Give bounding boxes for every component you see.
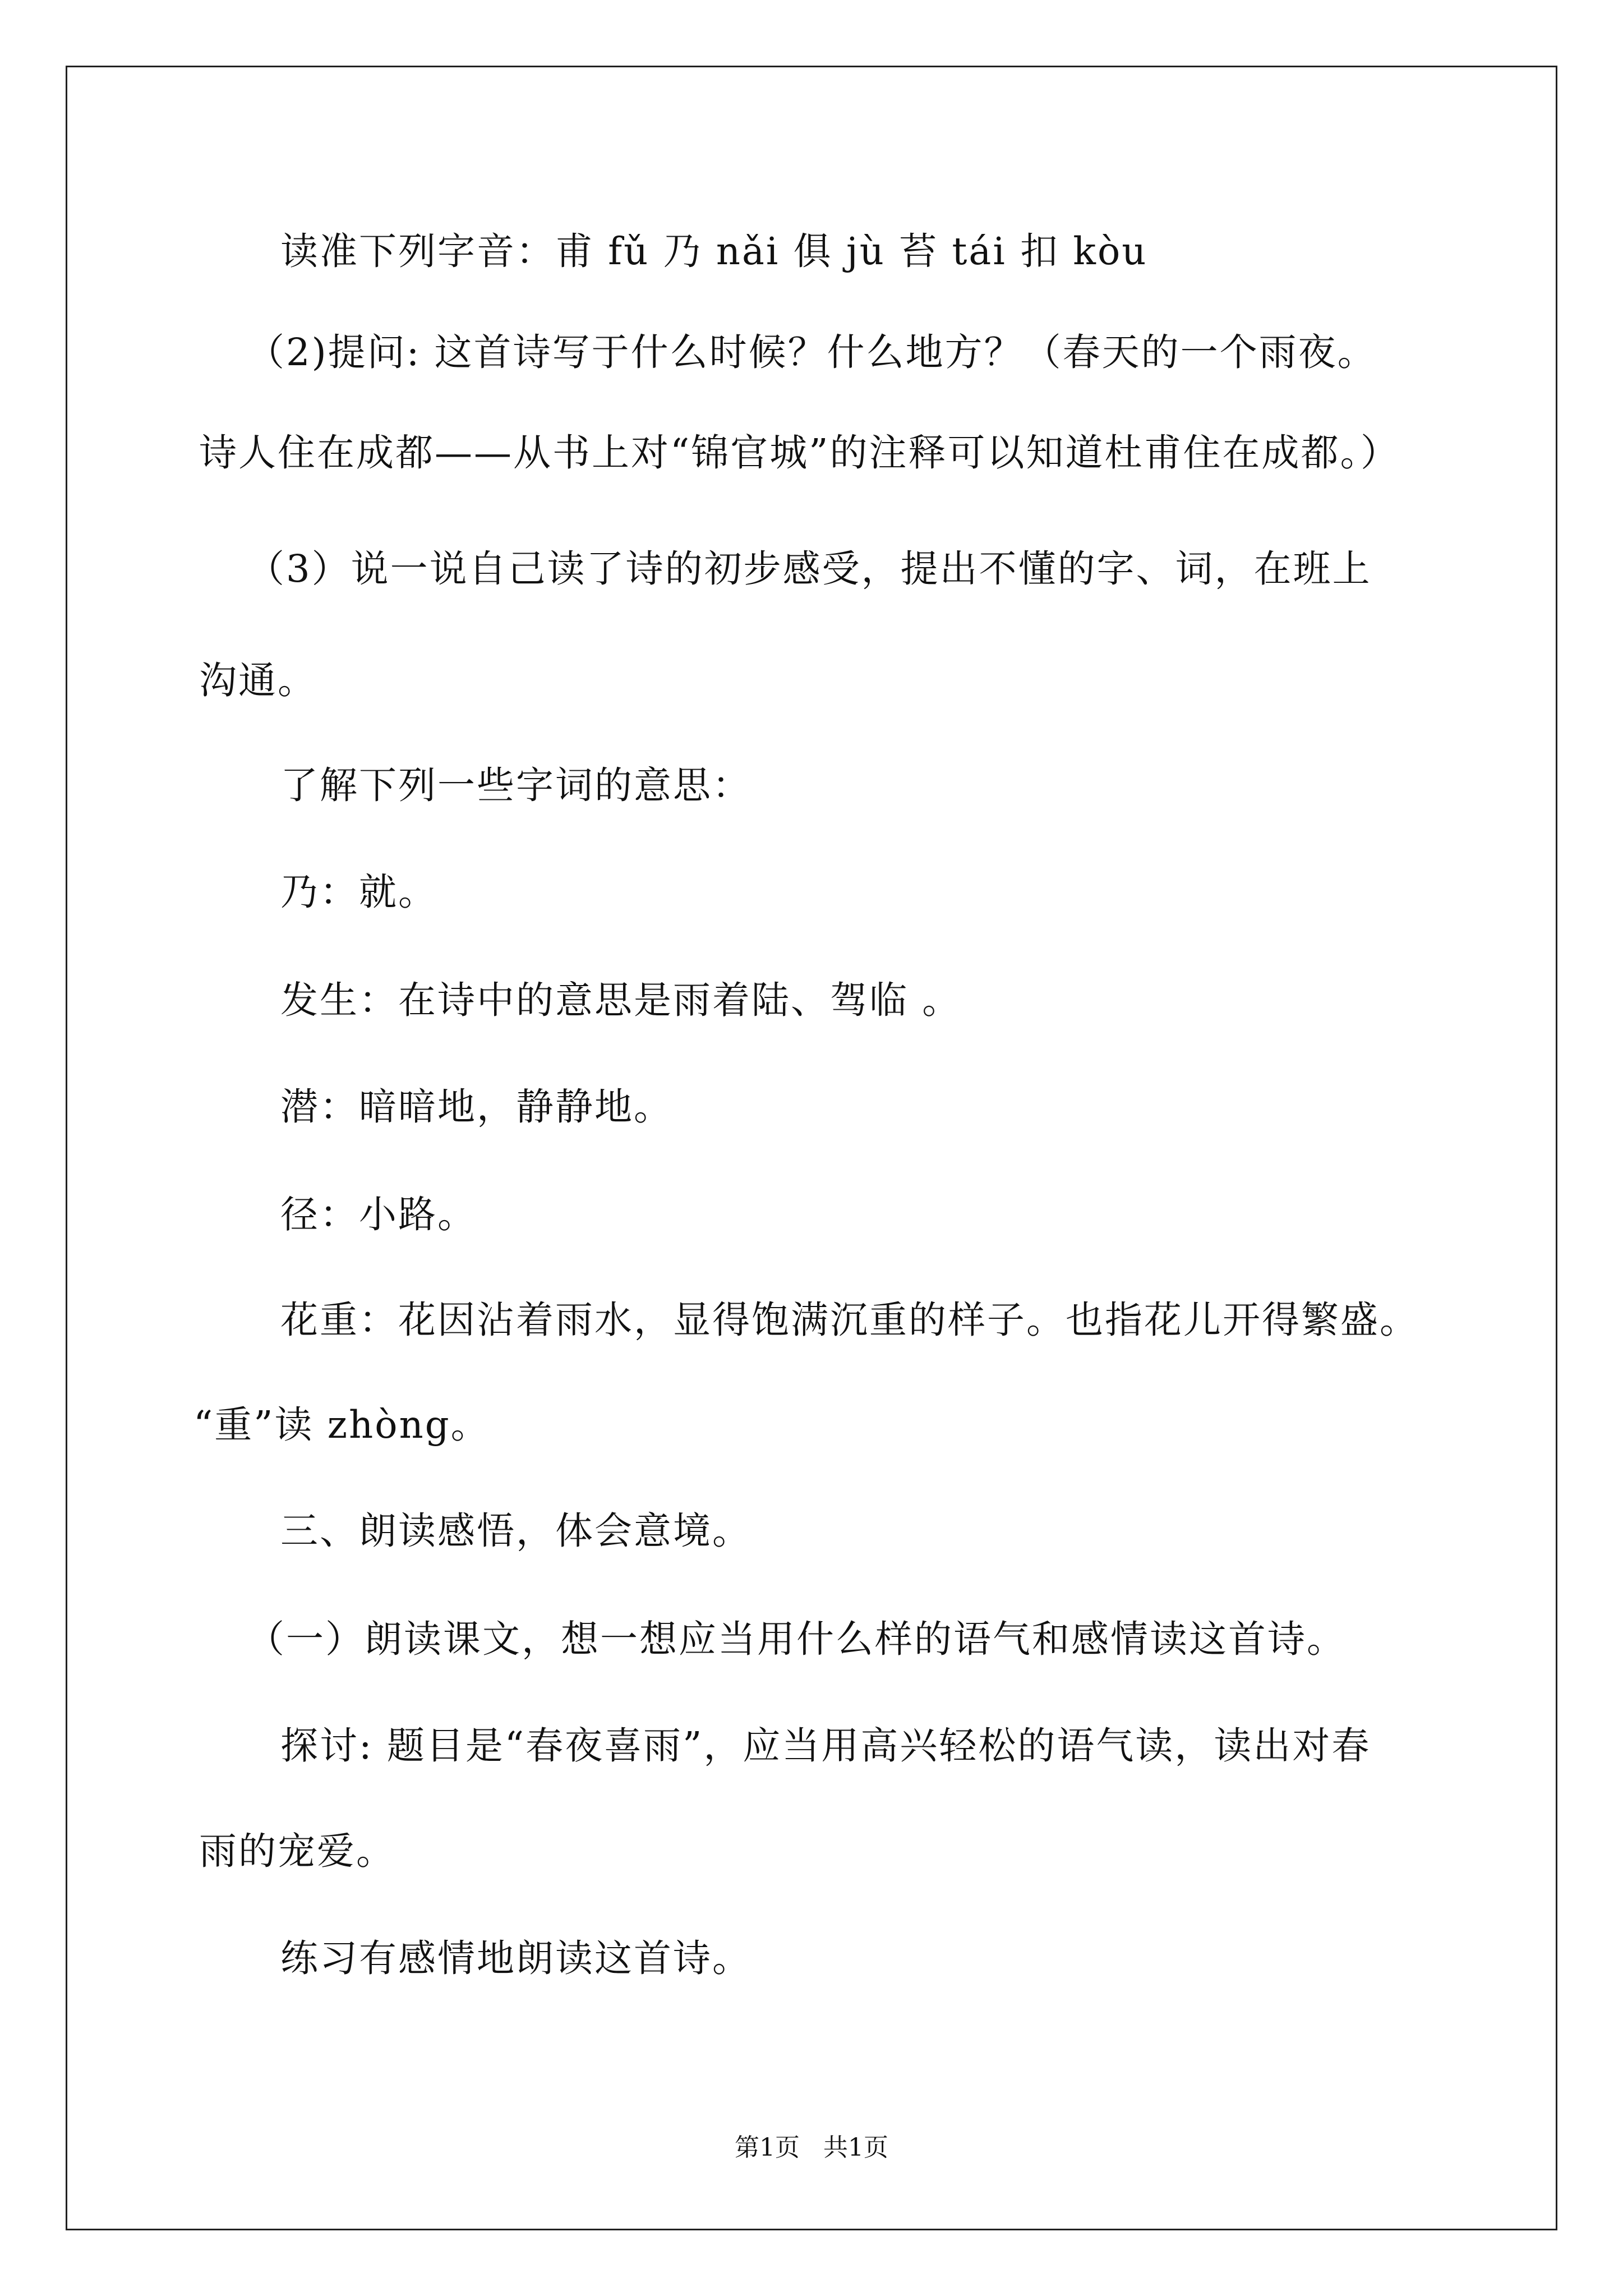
paragraph-question-3: （3）说一说自己读了诗的初步感受，提出不懂的字、词，在班上 [247, 547, 1372, 591]
paragraph-question-2-cont: 诗人住在成都——从书上对“锦官城”的注释可以知道杜甫住在成都。） [199, 431, 1400, 475]
vocab-fasheng: 发生：在诗中的意思是雨着陆、驾临 。 [280, 978, 962, 1022]
vocab-jing: 径：小路。 [280, 1193, 477, 1236]
paragraph-question-2: （2)提问: 这首诗写于什么时候？什么地方？（春天的一个雨夜。 [247, 330, 1377, 374]
paragraph-reading-1: （一）朗读课文，想一想应当用什么样的语气和感情读这首诗。 [247, 1617, 1346, 1661]
page-number: 第1页 [735, 2133, 800, 2162]
paragraph-discussion: 探讨: 题目是“春夜喜雨”，应当用高兴轻松的语气读，读出对春 [280, 1724, 1371, 1768]
vocab-intro: 了解下列一些字词的意思： [280, 763, 751, 807]
pronunciation-line: 读准下列字音：甫 fǔ 乃 nǎi 俱 jù 苔 tái 扣 kòu [280, 229, 1148, 273]
vocab-qian: 潜：暗暗地，静静地。 [280, 1085, 673, 1129]
vocab-huazhong: 花重：花因沾着雨水，显得饱满沉重的样子。也指花儿开得繁盛。 [280, 1298, 1419, 1342]
page-footer [0, 2133, 1623, 2163]
paragraph-practice: 练习有感情地朗读这首诗。 [280, 1936, 751, 1980]
page-total: 共1页 [823, 2133, 888, 2162]
vocab-nai: 乃：就。 [280, 870, 437, 914]
page-border [66, 66, 1557, 2230]
vocab-huazhong-cont: “重”读 zhòng。 [193, 1403, 490, 1447]
paragraph-question-3-cont: 沟通。 [199, 659, 317, 702]
section-heading-3: 三、朗读感悟，体会意境。 [280, 1509, 751, 1553]
paragraph-discussion-cont: 雨的宠爱。 [199, 1829, 395, 1873]
